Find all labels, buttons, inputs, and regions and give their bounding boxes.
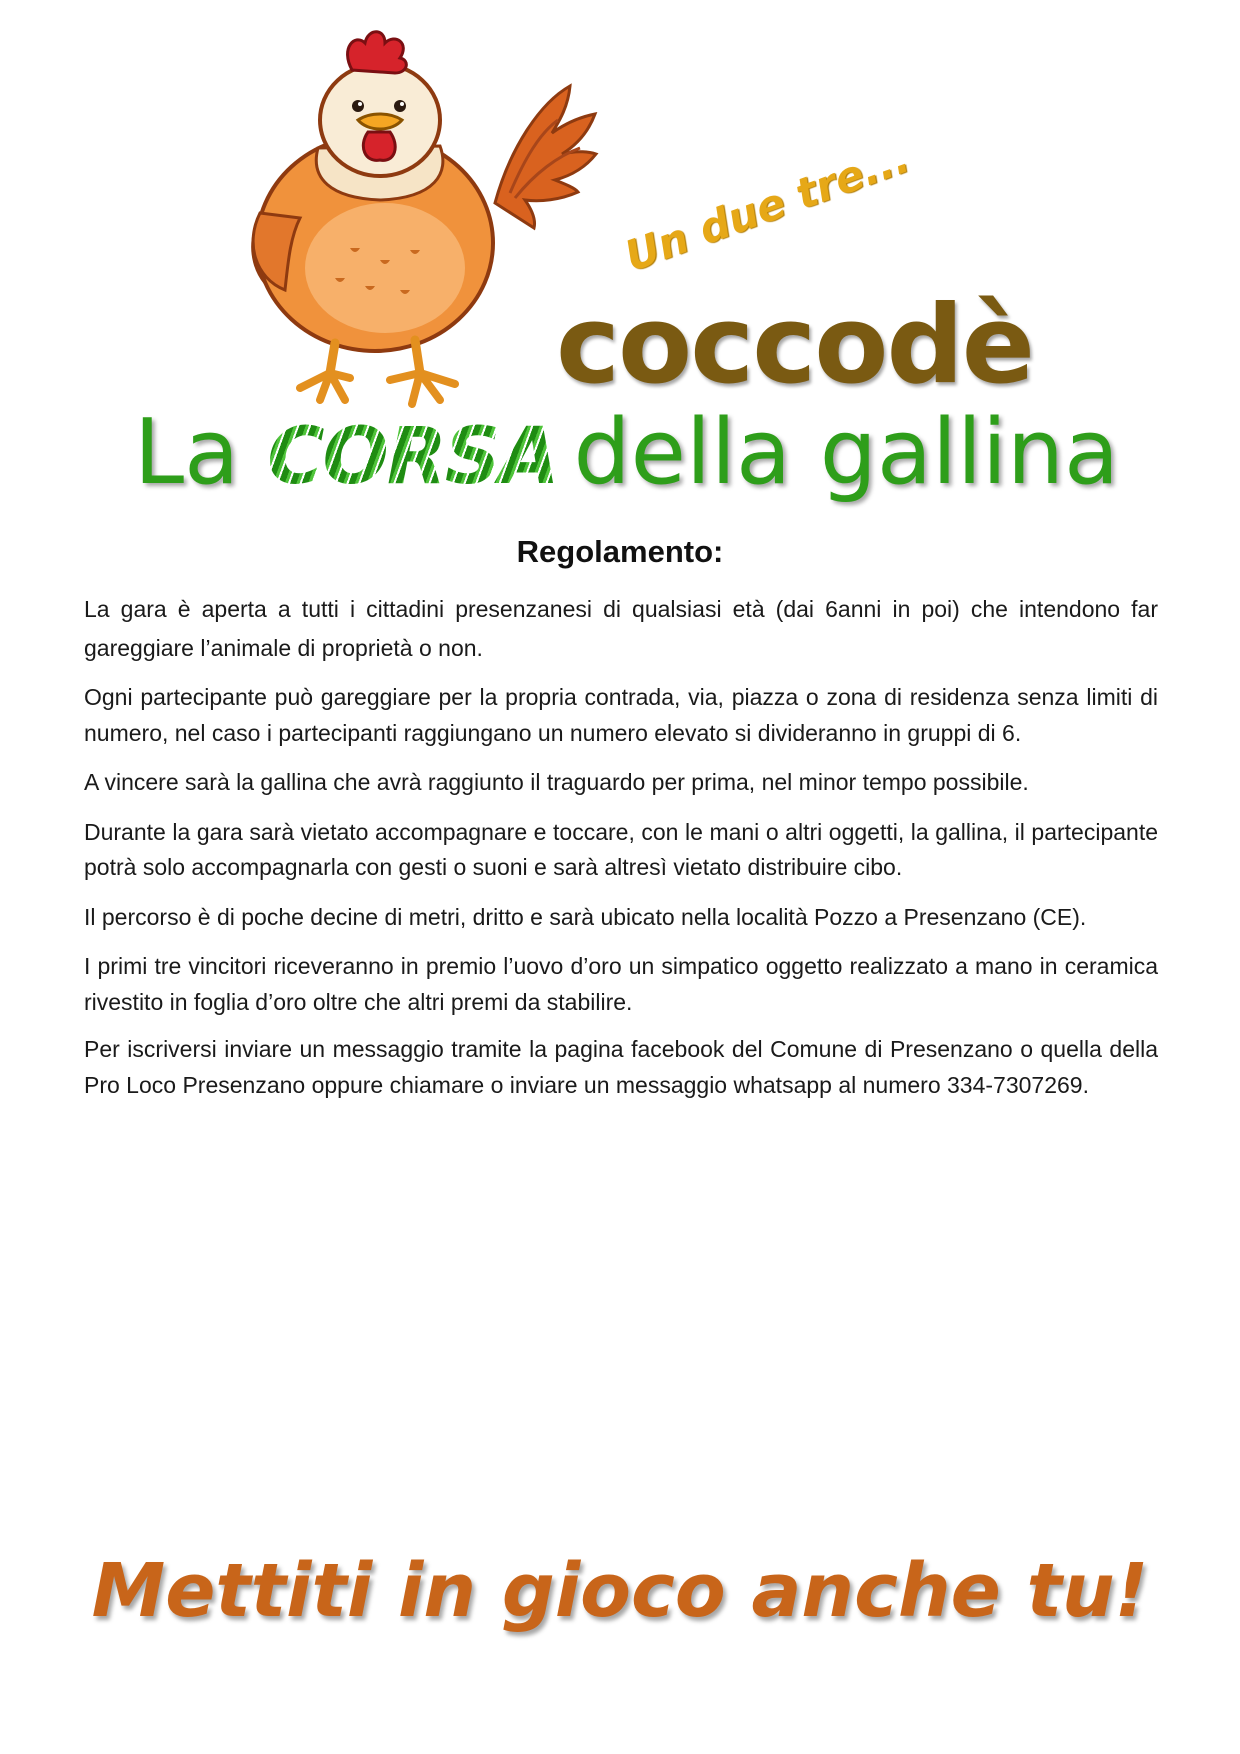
event-title (134, 400, 1120, 505)
rule-paragraph: Ogni partecipante può gareggiare per la propria contrada, via, piazza o zona di residenza senza limiti di numero, nel caso i partecipanti raggiungano un numero elevato si divideranno in gruppi di 6. (84, 684, 1158, 746)
tagline-text: Un due tre... (618, 132, 916, 281)
rule-paragraph: Per iscriversi inviare un messaggio tramite la pagina facebook del Comune di Presenzano o quella della Pro Loco Presenzano oppure chiamare o inviare un messaggio whatsapp al numero 334-7307269. (84, 1036, 1158, 1098)
title-part-gallina: della gallina (573, 400, 1120, 505)
call-to-action: Mettiti in gioco anche tu! (91, 1548, 1149, 1634)
rules-body (84, 590, 1158, 1116)
rule-paragraph: A vincere sarà la gallina che avrà raggiunto il traguardo per prima, nel minor tempo possibile. (84, 769, 1029, 796)
brand-name: coccodè (556, 283, 1034, 408)
rule-paragraph: La gara è aperta a tutti i cittadini presenzanesi di qualsiasi età (dai 6anni in poi) che intendono far gareggiare l’animale di proprietà o non. (84, 596, 1158, 662)
rule-paragraph: Durante la gara sarà vietato accompagnare e toccare, con le mani o altri oggetti, la gallina, il partecipante potrà solo accompagnarla con gesti o suoni e sarà altresì vietato distribuire cibo. (84, 818, 1158, 881)
rules-heading: Regolamento: (516, 534, 724, 569)
title-corsa-highlight: CORSA (267, 412, 558, 502)
rule-paragraph: I primi tre vincitori riceveranno in premio l’uovo d’oro un simpatico oggetto realizzato a mano in ceramica rivestito in foglia d’oro oltre che altri premi da stabilire. (84, 952, 1158, 1015)
rule-paragraph: Il percorso è di poche decine di metri, dritto e sarà ubicato nella località Pozzo a Presenzano (CE). (84, 903, 1087, 930)
title-part-la: La (134, 400, 240, 505)
